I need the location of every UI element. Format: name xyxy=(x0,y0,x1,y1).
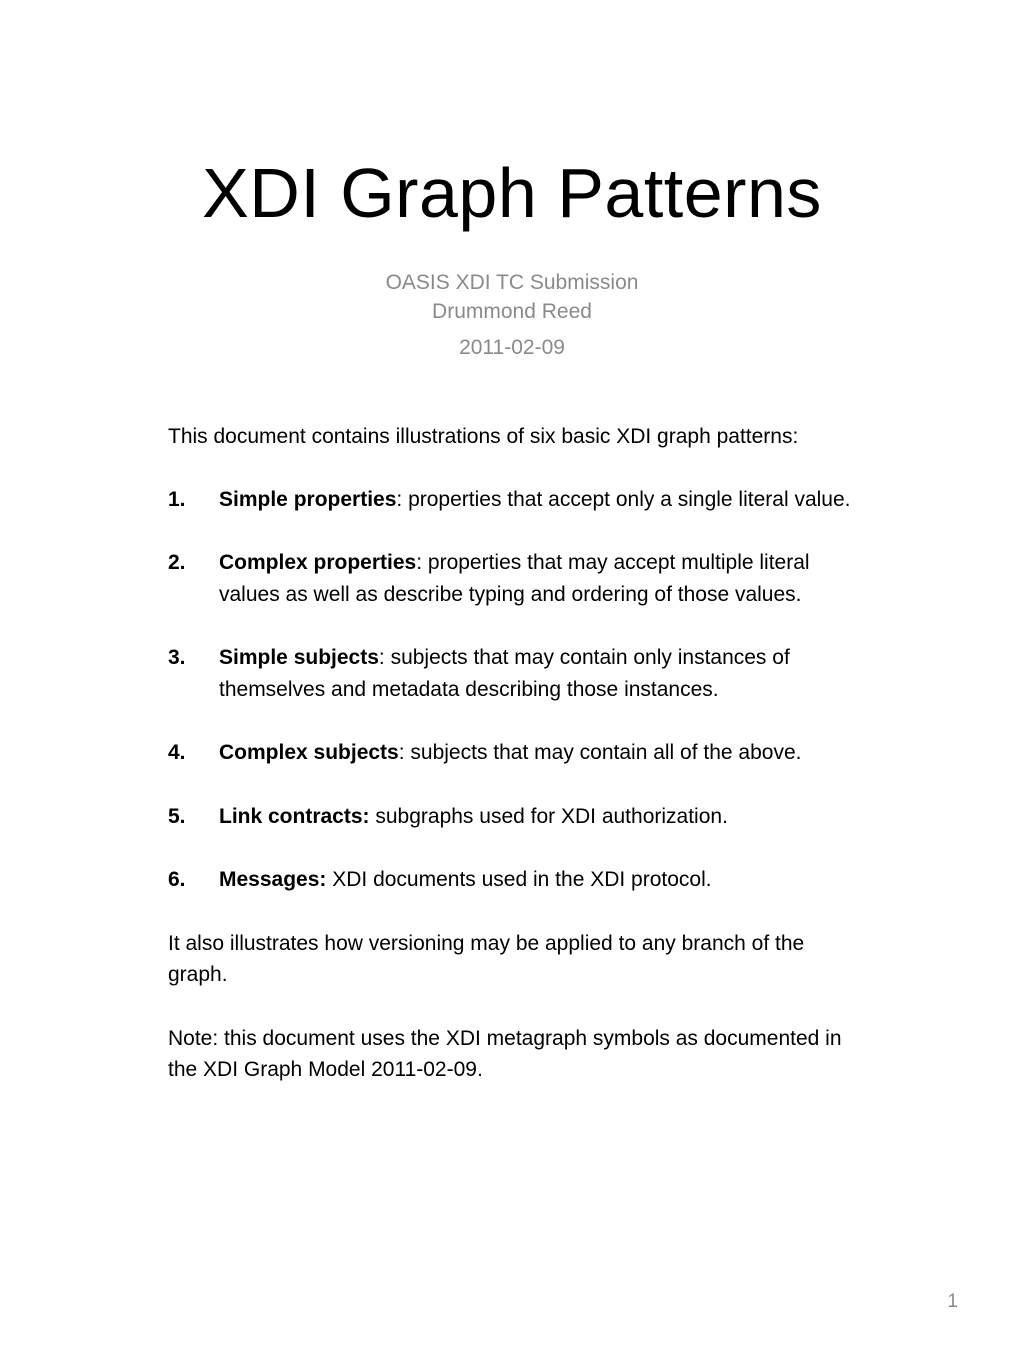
list-item-term: Link contracts: xyxy=(219,804,370,828)
list-item-description: properties that may accept multiple literal values as well as describe typing and ordering of those values. xyxy=(219,551,810,606)
list-item-description: subjects that may contain only instances of themselves and metadata describing those instances. xyxy=(219,646,790,701)
list-item-description: subjects that may contain all of the above. xyxy=(404,741,802,764)
body-content xyxy=(168,421,858,1086)
list-item xyxy=(168,737,858,769)
list-item xyxy=(168,484,858,516)
list-item-number: 2. xyxy=(168,551,186,574)
versioning-paragraph: It also illustrates how versioning may be applied to any branch of the graph. xyxy=(168,931,805,986)
list-item-term: Complex properties xyxy=(219,551,417,574)
list-item-number: 3. xyxy=(168,646,186,669)
author-name: Drummond Reed xyxy=(432,300,592,323)
list-item-term: Simple subjects xyxy=(219,646,379,669)
page-number: 1 xyxy=(947,1291,958,1312)
pattern-list xyxy=(168,484,858,896)
list-item-description: subgraphs used for XDI authorization. xyxy=(369,804,728,828)
list-item-description: properties that accept only a single literal value. xyxy=(402,487,851,511)
list-item-number: 5. xyxy=(168,804,186,828)
list-item-term: Simple properties xyxy=(219,487,397,511)
list-item-number: 1. xyxy=(168,487,186,511)
list-item-term: Complex subjects xyxy=(219,741,399,764)
list-item xyxy=(168,864,858,896)
list-item-separator: : xyxy=(416,551,423,574)
page-title: XDI Graph Patterns xyxy=(202,154,822,232)
document-date: 2011-02-09 xyxy=(459,336,565,359)
list-item xyxy=(168,801,858,833)
list-item-description: XDI documents used in the XDI protocol. xyxy=(326,868,712,891)
list-item xyxy=(168,547,858,610)
subtitle-block xyxy=(0,268,1024,362)
intro-paragraph: This document contains illustrations of six basic XDI graph patterns: xyxy=(168,425,799,448)
note-paragraph: Note: this document uses the XDI metagraph symbols as documented in the XDI Graph Model 2011-02-09. xyxy=(168,1026,842,1081)
list-item-separator: : xyxy=(378,646,385,669)
list-item-separator: : xyxy=(396,487,403,511)
submission-label: OASIS XDI TC Submission xyxy=(385,271,639,294)
list-item-number: 6. xyxy=(168,868,186,891)
list-item-number: 4. xyxy=(168,741,186,764)
list-item xyxy=(168,642,858,705)
list-item-separator: : xyxy=(398,741,405,764)
list-item-term: Messages: xyxy=(219,868,327,891)
